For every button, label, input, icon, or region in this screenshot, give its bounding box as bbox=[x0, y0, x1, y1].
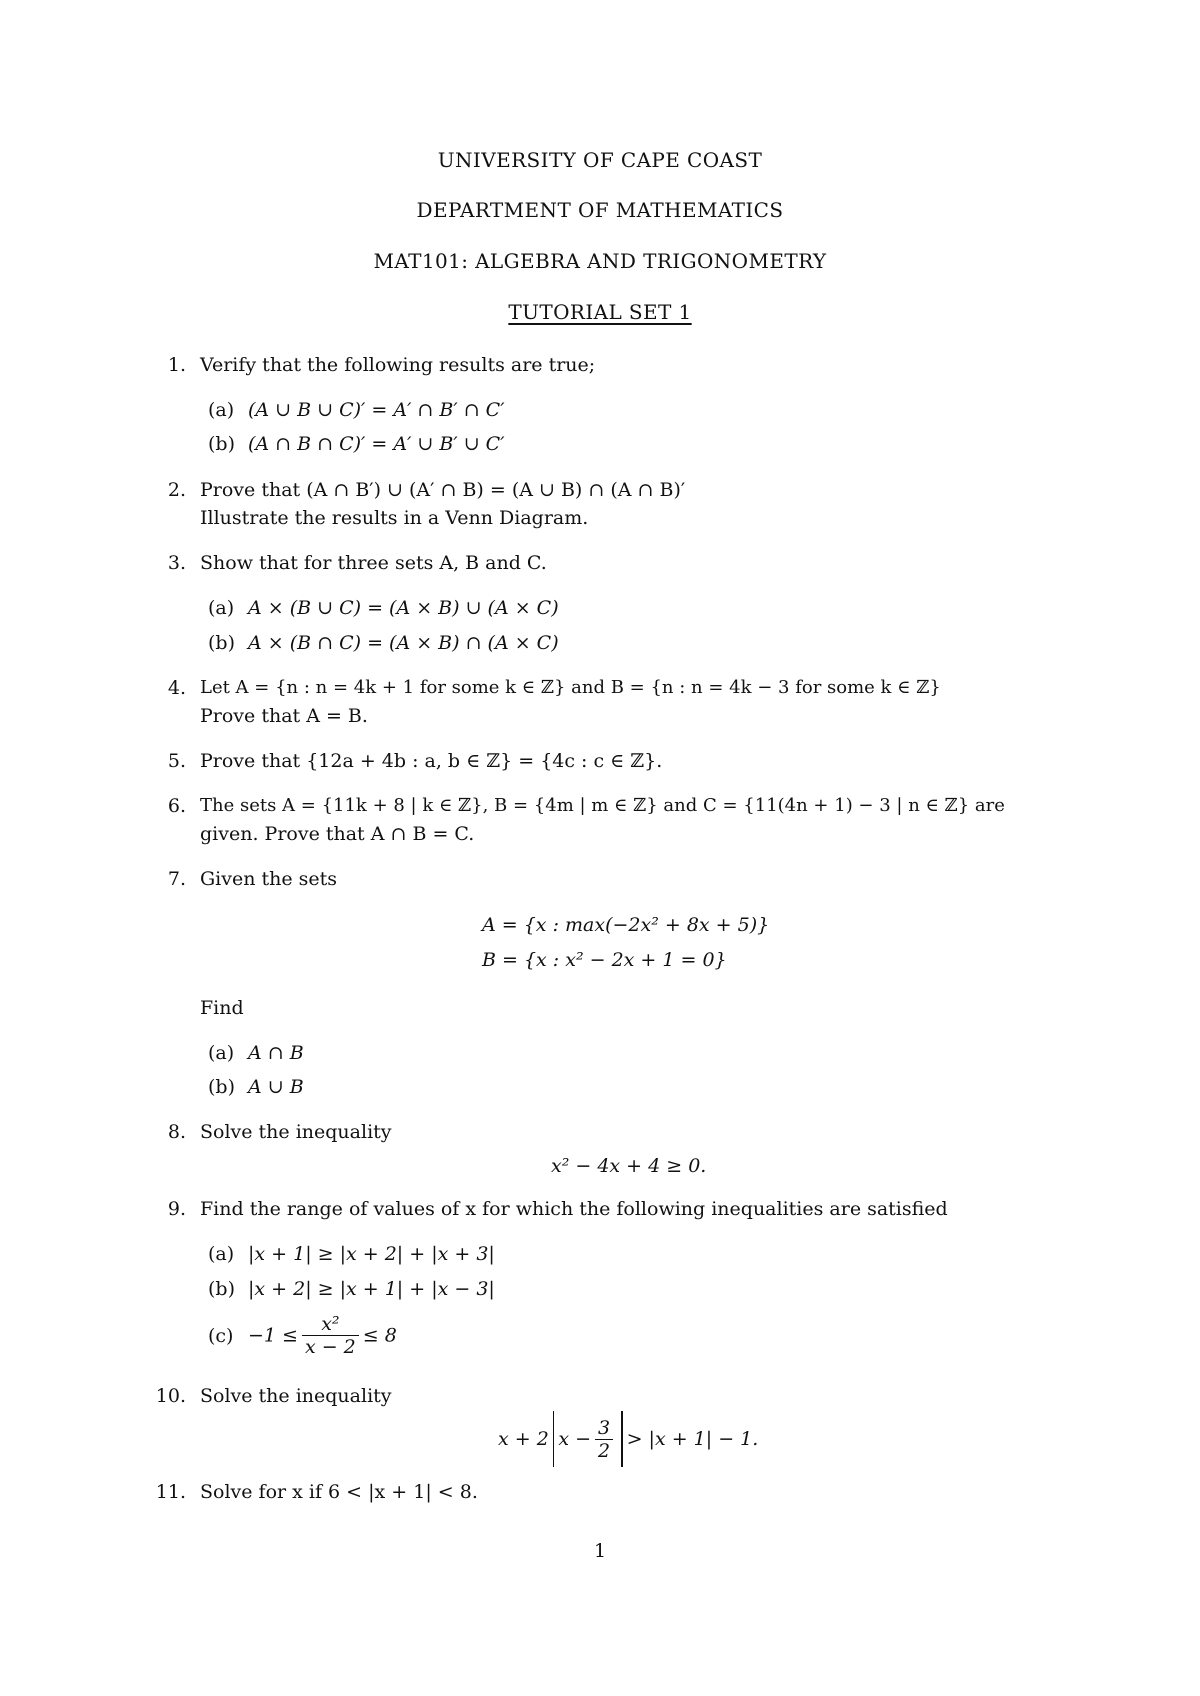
question-9a: (a) |x + 1| ≥ |x + 2| + |x + 3| bbox=[208, 1243, 495, 1265]
question-8-inequality: x² − 4x + 4 ≥ 0. bbox=[551, 1155, 707, 1177]
question-3a: (a) A × (B ∪ C) = (A × B) ∪ (A × C) bbox=[208, 597, 559, 619]
university-name: UNIVERSITY OF CAPE COAST bbox=[437, 148, 763, 172]
question-8-text: Solve the inequality bbox=[200, 1121, 392, 1143]
page-number: 1 bbox=[593, 1540, 607, 1562]
question-7-set-a: A = {x : max(−2x² + 8x + 5)} bbox=[482, 914, 770, 936]
question-2-text-2: Illustrate the results in a Venn Diagram. bbox=[200, 507, 589, 529]
question-7b: (b) A ∪ B bbox=[208, 1076, 304, 1098]
question-9b: (b) |x + 2| ≥ |x + 1| + |x − 3| bbox=[208, 1278, 495, 1300]
question-4-text-2: Prove that A = B. bbox=[200, 705, 368, 727]
question-10-text: Solve the inequality bbox=[200, 1385, 392, 1407]
question-number: 3. bbox=[167, 552, 186, 574]
question-1a: (a) (A ∪ B ∪ C)′ = A′ ∩ B′ ∩ C′ bbox=[208, 399, 505, 421]
question-number: 7. bbox=[167, 868, 186, 890]
question-3-text: Show that for three sets A, B and C. bbox=[200, 552, 547, 574]
question-number: 2. bbox=[167, 479, 186, 501]
question-9-text: Find the range of values of x for which the following inequalities are satisfied bbox=[200, 1198, 948, 1220]
fraction: $\frac{\text{x²}}{x - 2}$ bbox=[302, 1313, 359, 1358]
tutorial-set-title: TUTORIAL SET 1 bbox=[508, 300, 692, 324]
question-7-set-b: B = {x : x² − 2x + 1 = 0} bbox=[482, 949, 727, 971]
question-number: 6. bbox=[167, 795, 186, 817]
question-1-text: Verify that the following results are true; bbox=[200, 354, 596, 376]
question-number: 10. bbox=[155, 1385, 186, 1407]
question-7-text: Given the sets bbox=[200, 868, 338, 890]
question-4-text: Let A = {n : n = 4k + 1 for some k ∈ ℤ} and B = {n : n = 4k − 3 for some k ∈ ℤ} bbox=[200, 677, 941, 698]
question-number: 1. bbox=[167, 354, 186, 376]
question-7-find: Find bbox=[200, 997, 244, 1019]
question-5-text: Prove that {12a + 4b : a, b ∈ ℤ} = {4c : c ∈ ℤ}. bbox=[200, 750, 663, 772]
absolute-bar bbox=[553, 1411, 555, 1467]
absolute-bar bbox=[621, 1411, 623, 1467]
department-name: DEPARTMENT OF MATHEMATICS bbox=[416, 198, 784, 222]
question-number: 5. bbox=[167, 750, 186, 772]
question-3b: (b) A × (B ∩ C) = (A × B) ∩ (A × C) bbox=[208, 632, 559, 654]
question-number: 4. bbox=[167, 677, 186, 699]
question-number: 11. bbox=[155, 1481, 186, 1503]
course-title: MAT101: ALGEBRA AND TRIGONOMETRY bbox=[373, 249, 827, 273]
question-6-text-2: given. Prove that A ∩ B = C. bbox=[200, 823, 475, 845]
question-1b: (b) (A ∩ B ∩ C)′ = A′ ∪ B′ ∪ C′ bbox=[208, 433, 505, 455]
fraction: $\frac{3}{2}$ bbox=[595, 1417, 613, 1462]
question-7a: (a) A ∩ B bbox=[208, 1042, 304, 1064]
question-2-text: Prove that (A ∩ B′) ∪ (A′ ∩ B) = (A ∪ B) ∩ (A ∩ B)′ bbox=[200, 479, 686, 501]
question-11-text: Solve for x if 6 < |x + 1| < 8. bbox=[200, 1481, 478, 1503]
question-10-inequality: x + 2 x − $\frac{3}{2}$ > |x + 1| − 1. bbox=[498, 1411, 758, 1467]
question-number: 9. bbox=[167, 1198, 186, 1220]
question-9c: (c) −1 ≤ $\frac{\text{x²}}{x - 2}$ ≤ 8 bbox=[208, 1313, 397, 1358]
question-6-text: The sets A = {11k + 8 | k ∈ ℤ}, B = {4m | m ∈ ℤ} and C = {11(4n + 1) − 3 | n ∈ ℤ} are bbox=[200, 795, 1005, 816]
question-number: 8. bbox=[167, 1121, 186, 1143]
